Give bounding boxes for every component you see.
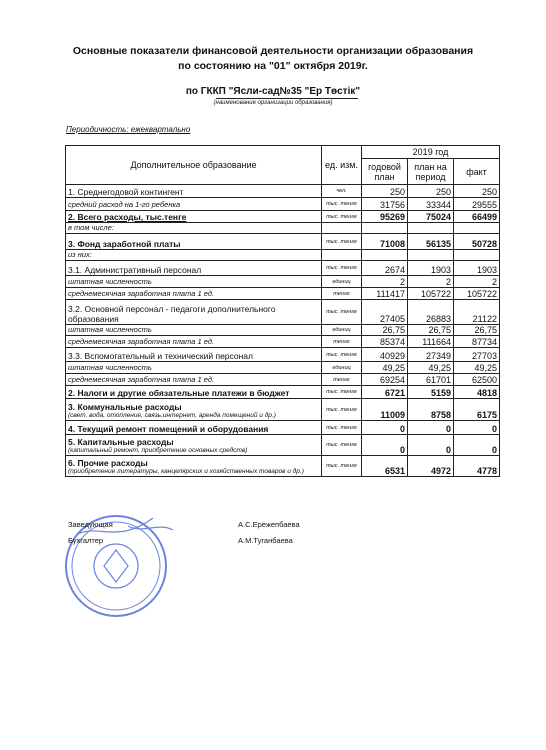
header-unit: ед. изм.	[322, 146, 362, 185]
accountant-signature-name: А.М.Туганбаева	[238, 536, 293, 545]
row-label-text: среднемесячная заработная плата 1 ед.	[68, 289, 215, 298]
table-row	[66, 185, 500, 198]
table-row	[66, 211, 500, 223]
row-label	[66, 336, 322, 348]
cell-fact	[454, 250, 500, 261]
cell-plan-period: 1903	[408, 261, 454, 276]
row-label-text: 1. Среднегодовой контингент	[68, 187, 184, 197]
row-unit: тыс. тенге	[322, 211, 362, 223]
header-name: Дополнительное образование	[66, 146, 322, 185]
cell-plan-year: 31756	[362, 198, 408, 211]
cell-plan-period	[408, 223, 454, 234]
row-note: (приобретение литературы, канцелярских и хозяйственных товаров и др.)	[68, 468, 304, 475]
row-unit	[322, 250, 362, 261]
organization-name: по ГККП "Ясли-сад№35 "Ер Төстік"	[185, 86, 361, 97]
head-signature-name: А.С.Ережепбаева	[238, 520, 300, 529]
cell-plan-period: 26883	[408, 300, 454, 325]
cell-plan-period: 8758	[408, 399, 454, 421]
row-label-text: средний расход на 1-го ребенка	[68, 200, 181, 209]
table-row	[66, 374, 500, 386]
row-unit: тыс. тенге	[322, 435, 362, 456]
accountant-signature-label: Бухгалтер	[68, 536, 104, 545]
table-row	[66, 250, 500, 261]
cell-plan-period	[408, 250, 454, 261]
row-unit: единиц	[322, 276, 362, 288]
cell-plan-period: 26,75	[408, 325, 454, 336]
cell-fact: 66499	[454, 211, 500, 223]
cell-plan-year: 71008	[362, 234, 408, 250]
cell-plan-year: 6721	[362, 386, 408, 399]
cell-fact: 1903	[454, 261, 500, 276]
header-fact: факт	[454, 159, 500, 185]
cell-plan-period: 75024	[408, 211, 454, 223]
cell-plan-year	[362, 250, 408, 261]
row-label	[66, 348, 322, 362]
row-unit: единиц	[322, 325, 362, 336]
cell-fact: 29555	[454, 198, 500, 211]
header-plan-period: план на период	[408, 159, 454, 185]
cell-plan-period: 56135	[408, 234, 454, 250]
cell-fact: 2	[454, 276, 500, 288]
cell-plan-period: 250	[408, 185, 454, 198]
cell-plan-period: 61701	[408, 374, 454, 386]
cell-plan-year: 49,25	[362, 362, 408, 374]
organization-note: (наименование организации образования)	[213, 100, 333, 106]
row-label	[66, 456, 322, 477]
table-row	[66, 234, 500, 250]
table-row	[66, 362, 500, 374]
row-label-text: среднемесячная заработная плата 1 ед.	[68, 375, 215, 384]
row-label	[66, 276, 322, 288]
row-note: (свет, вода, отопление, связь,интернет, аренда помещений и др.)	[68, 412, 276, 419]
row-label	[66, 435, 322, 456]
cell-fact: 49,25	[454, 362, 500, 374]
row-label	[66, 198, 322, 211]
row-note: (капитальный ремонт, приобретение основных средств)	[68, 447, 248, 454]
cell-plan-year: 6531	[362, 456, 408, 477]
cell-plan-period: 49,25	[408, 362, 454, 374]
table-row	[66, 261, 500, 276]
row-unit	[322, 223, 362, 234]
cell-fact: 0	[454, 421, 500, 435]
row-label-text: среднемесячная заработная плата 1 ед.	[68, 337, 215, 346]
row-unit: тенге	[322, 374, 362, 386]
cell-fact: 87734	[454, 336, 500, 348]
table-row	[66, 456, 500, 477]
periodicity: Периодичность: ежеквартально	[66, 125, 191, 134]
row-label	[66, 386, 322, 399]
row-label-text: 2. Всего расходы, тыс.тенге	[68, 212, 187, 222]
row-unit: тенге	[322, 336, 362, 348]
row-label	[66, 362, 322, 374]
cell-plan-year: 11009	[362, 399, 408, 421]
cell-fact: 27703	[454, 348, 500, 362]
table-row	[66, 325, 500, 336]
row-label-text: 6. Прочие расходы	[68, 458, 148, 468]
cell-plan-year	[362, 223, 408, 234]
financial-table	[65, 145, 500, 477]
row-label	[66, 185, 322, 198]
row-label	[66, 325, 322, 336]
table-row	[66, 348, 500, 362]
row-label	[66, 374, 322, 386]
header-plan-year: годовой план	[362, 159, 408, 185]
cell-fact: 6175	[454, 399, 500, 421]
table-row	[66, 386, 500, 399]
title-line-2: по состоянию на "01" октября 2019г.	[178, 60, 368, 72]
cell-plan-year: 2	[362, 276, 408, 288]
row-label-text: штатная численность	[68, 277, 152, 286]
table-row	[66, 198, 500, 211]
cell-fact	[454, 223, 500, 234]
cell-fact: 4778	[454, 456, 500, 477]
header-year: 2019 год	[362, 146, 500, 159]
org-underline	[216, 98, 358, 99]
row-unit: тыс. тенге	[322, 348, 362, 362]
row-label	[66, 300, 322, 325]
row-label	[66, 421, 322, 435]
row-unit: единиц	[322, 362, 362, 374]
cell-plan-year: 26,75	[362, 325, 408, 336]
cell-fact: 50728	[454, 234, 500, 250]
cell-fact: 62500	[454, 374, 500, 386]
cell-plan-year: 0	[362, 421, 408, 435]
row-label	[66, 288, 322, 300]
row-label-text: 3.2. Основной персонал - педагоги дополнительного образования	[68, 304, 276, 324]
row-label	[66, 234, 322, 250]
cell-fact: 21122	[454, 300, 500, 325]
cell-plan-period: 111664	[408, 336, 454, 348]
cell-plan-period: 4972	[408, 456, 454, 477]
row-label	[66, 399, 322, 421]
cell-fact: 105722	[454, 288, 500, 300]
row-label-text: 3.1. Административный персонал	[68, 265, 202, 275]
row-label-text: 2. Налоги и другие обязательные платежи в бюджет	[68, 388, 290, 398]
table-row	[66, 421, 500, 435]
cell-plan-period: 27349	[408, 348, 454, 362]
cell-plan-period: 5159	[408, 386, 454, 399]
cell-fact: 0	[454, 435, 500, 456]
row-unit: тыс. тенге	[322, 386, 362, 399]
row-label-text: 3. Коммунальные расходы	[68, 402, 182, 412]
cell-plan-period: 0	[408, 435, 454, 456]
head-signature-label: Заведующая	[68, 520, 113, 529]
row-unit: тыс. тенге	[322, 261, 362, 276]
row-unit: тыс. тенге	[322, 421, 362, 435]
title-line-1: Основные показатели финансовой деятельности организации образования	[72, 45, 474, 57]
row-label-text: 3.3. Вспомогательный и технический персонал	[68, 351, 253, 361]
row-label-text: из них:	[68, 250, 92, 259]
row-label-text: 4. Текущий ремонт помещений и оборудования	[68, 424, 269, 434]
row-label	[66, 211, 322, 223]
row-unit: тыс. тенге	[322, 198, 362, 211]
row-unit: чел.	[322, 185, 362, 198]
row-unit: тенге	[322, 288, 362, 300]
cell-plan-year: 0	[362, 435, 408, 456]
row-label	[66, 223, 322, 234]
cell-plan-year: 40929	[362, 348, 408, 362]
row-label	[66, 261, 322, 276]
table-row	[66, 276, 500, 288]
table-row	[66, 399, 500, 421]
cell-plan-year: 85374	[362, 336, 408, 348]
cell-plan-year: 111417	[362, 288, 408, 300]
row-label-text: в том числе:	[68, 223, 114, 232]
cell-plan-period: 33344	[408, 198, 454, 211]
row-unit: тыс. тенге	[322, 234, 362, 250]
row-unit: тыс. тенге	[322, 456, 362, 477]
table-row	[66, 435, 500, 456]
table-row	[66, 300, 500, 325]
row-label-text: штатная численность	[68, 325, 152, 334]
cell-fact: 250	[454, 185, 500, 198]
row-unit: тыс. тенге	[322, 399, 362, 421]
row-label-text: 3. Фонд заработной платы	[68, 239, 181, 249]
cell-plan-year: 2674	[362, 261, 408, 276]
cell-plan-period: 105722	[408, 288, 454, 300]
document-title	[0, 44, 546, 74]
cell-plan-year: 250	[362, 185, 408, 198]
table-row	[66, 336, 500, 348]
row-label-text: штатная численность	[68, 363, 152, 372]
cell-plan-period: 2	[408, 276, 454, 288]
cell-fact: 26,75	[454, 325, 500, 336]
row-unit: тыс. тенге	[322, 300, 362, 325]
table-row	[66, 223, 500, 234]
table-row	[66, 288, 500, 300]
cell-plan-year: 95269	[362, 211, 408, 223]
row-label-text: 5. Капитальные расходы	[68, 437, 174, 447]
cell-plan-period: 0	[408, 421, 454, 435]
cell-fact: 4818	[454, 386, 500, 399]
cell-plan-year: 27405	[362, 300, 408, 325]
cell-plan-year: 69254	[362, 374, 408, 386]
row-label	[66, 250, 322, 261]
